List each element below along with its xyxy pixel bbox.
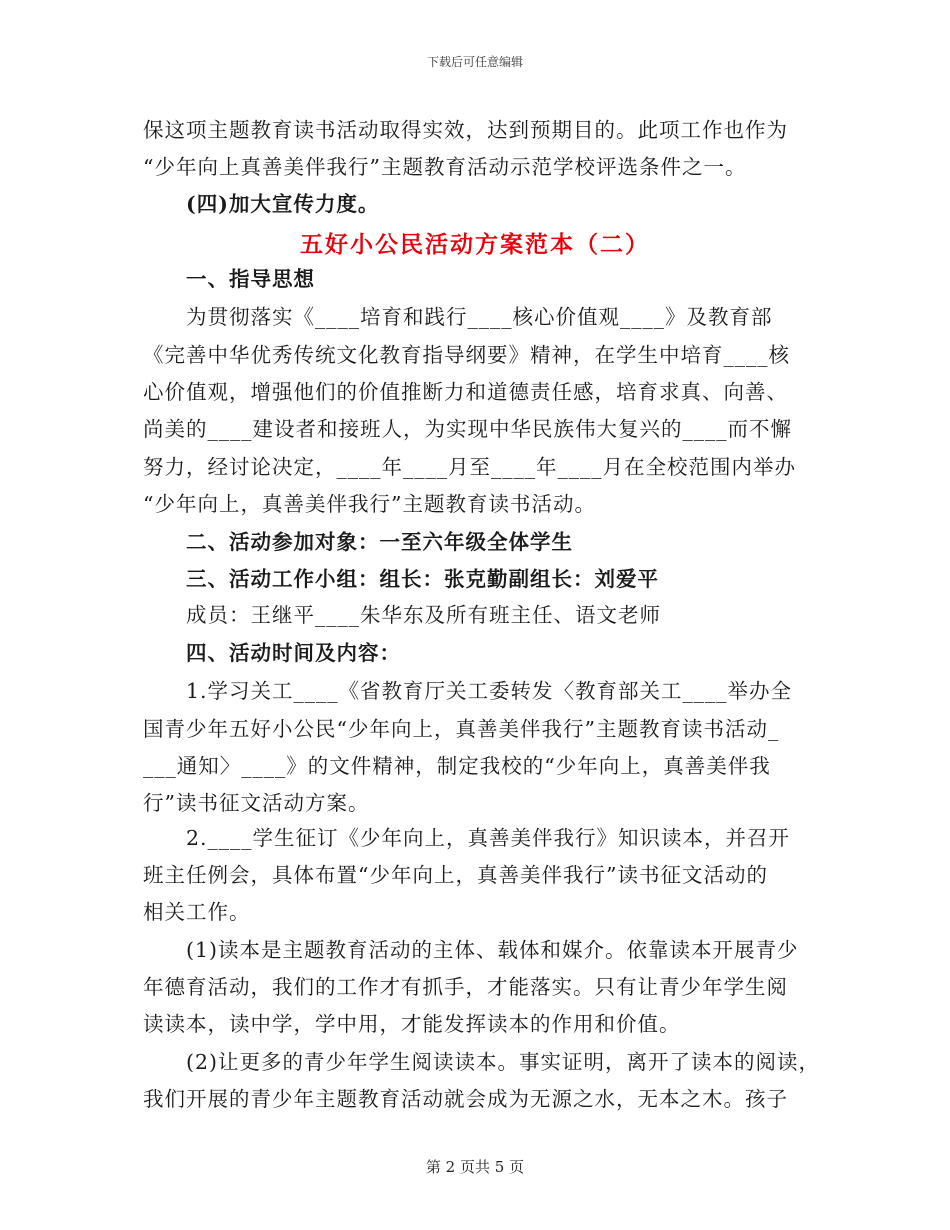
section-heading: (四)加大宣传力度。 [186, 192, 380, 216]
body-line: 心价值观，增强他们的价值推断力和道德责任感，培育求真、向善、 [143, 380, 788, 404]
body-line: 《完善中华优秀传统文化教育指导纲要》精神，在学生中培育____核 [143, 343, 790, 367]
body-line: 1.学习关工____《省教育厅关工委转发〈教育部关工____举办全 [186, 679, 793, 703]
body-line: (1)读本是主题教育活动的主体、载体和媒介。依靠读本开展青少 [186, 938, 799, 962]
section-heading: 四、活动时间及内容： [186, 641, 401, 665]
body-line: ___通知〉____》的文件精神，制定我校的“少年向上，真善美伴我 [143, 754, 771, 778]
section-heading: 一、指导思想 [186, 267, 315, 291]
body-line: 努力，经讨论决定，____年____月至____年____月在全校范围内举办 [143, 455, 796, 479]
body-line: 尚美的____建设者和接班人，为实现中华民族伟大复兴的____而不懈 [143, 417, 792, 441]
body-line: “少年向上，真善美伴我行”主题教育读书活动。 [143, 492, 596, 516]
body-line: (2)让更多的青少年学生阅读读本。事实证明，离开了读本的阅读， [186, 1050, 821, 1074]
page-footer: 第 2 页共 5 页 [425, 1158, 525, 1176]
body-line: 相关工作。 [143, 900, 251, 924]
body-line: 行”读书征文活动方案。 [143, 791, 370, 815]
body-line: 2.____学生征订《少年向上，真善美伴我行》知识读本，并召开 [186, 826, 791, 850]
body-line: “少年向上真善美伴我行”主题教育活动示范学校评选条件之一。 [143, 155, 747, 179]
body-line: 读读本，读中学，学中用，才能发挥读本的作用和价值。 [143, 1012, 681, 1036]
body-line: 我们开展的青少年主题教育活动就会成为无源之水，无本之木。孩子 [143, 1087, 788, 1111]
body-line: 班主任例会，具体布置“少年向上，真善美伴我行”读书征文活动的 [143, 863, 768, 887]
section-heading: 三、活动工作小组：组长：张克勤副组长：刘爱平 [186, 567, 659, 591]
header-note: 下载后可任意编辑 [426, 55, 523, 69]
document-title: 五好小公民活动方案范本（二） [300, 231, 650, 258]
body-line: 年德育活动，我们的工作才有抓手，才能落实。只有让青少年学生阅 [143, 975, 788, 999]
section-heading: 二、活动参加对象：一至六年级全体学生 [186, 530, 573, 554]
body-line: 成员：王继平____朱华东及所有班主任、语文老师 [186, 603, 661, 627]
body-line: 为贯彻落实《____培育和践行____核心价值观____》及教育部 [186, 305, 773, 329]
body-line: 保这项主题教育读书活动取得实效，达到预期目的。此项工作也作为 [143, 118, 788, 142]
body-line: 国青少年五好小公民“少年向上，真善美伴我行”主题教育读书活动_ [143, 717, 780, 741]
